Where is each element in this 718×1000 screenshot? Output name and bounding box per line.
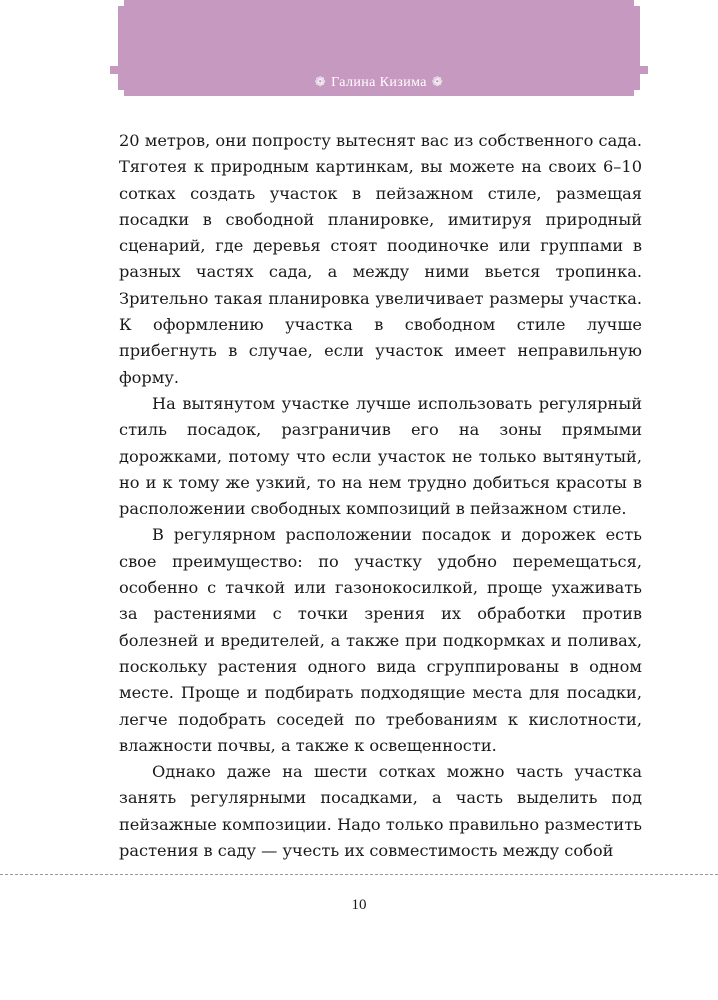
page-number: 10 [351, 897, 367, 913]
paragraph: Однако даже на шести сотках можно часть участка занять регулярными посадками, а часть выделить под пейзажные композиции. Надо только правильно разместить растения в саду — учесть их совместимость между собой [119, 762, 642, 861]
pixel-decoration [640, 66, 648, 74]
page-body [119, 128, 642, 864]
pixel-decoration [627, 80, 634, 87]
author-name: Галина Кизима [331, 75, 427, 90]
paragraph: В регулярном расположении посадок и дорожек есть свое преимущество: по участку удобно перемещаться, особенно с тачкой или газонокосилкой, проще ухаживать за растениями с точки зрения их обработки против болезней и вредителей, а также при подкормках и поливах, поскольку растения одного вида сгруппированы в одном месте. Проще и подбирать подходящие места для посадки, легче подобрать соседей по требованиям к кислотности, влажности почвы, а также к освещенности. [119, 525, 642, 755]
pixel-decoration [627, 10, 634, 17]
running-header [118, 73, 640, 92]
corner-notch [118, 0, 124, 6]
footer-divider [0, 874, 718, 875]
header-banner [118, 0, 640, 96]
corner-notch [634, 0, 640, 6]
paragraph: На вытянутом участке лучше использовать регулярный стиль посадок, разграничив его на зоны прямыми дорожками, потому что если участок не только вытянутый, но и к тому же узкий, то на нем трудно добиться красоты в расположении свободных композиций в пейзажном стиле. [119, 393, 642, 519]
paragraph: 20 метров, они попросту вытеснят вас из собственного сада. Тяготея к природным картинкам, вы можете на своих 6–10 сотках создать участок в пейзажном стиле, размещая посадки в свободной планировке, имитируя природный сценарий, где деревья стоят поодиночке или группами в разных частях сада, а между ними вьется тропинка. Зрительно такая планировка увеличивает размеры участка. К оформлению участка в свободном стиле лучше прибегнуть в случае, если участок имеет неправильную форму. [119, 131, 642, 387]
pixel-decoration [124, 80, 131, 87]
pixel-decoration [124, 10, 131, 17]
ornament-left-icon: ❁ [314, 74, 327, 89]
ornament-right-icon: ❁ [431, 74, 444, 89]
pixel-decoration [110, 66, 118, 74]
